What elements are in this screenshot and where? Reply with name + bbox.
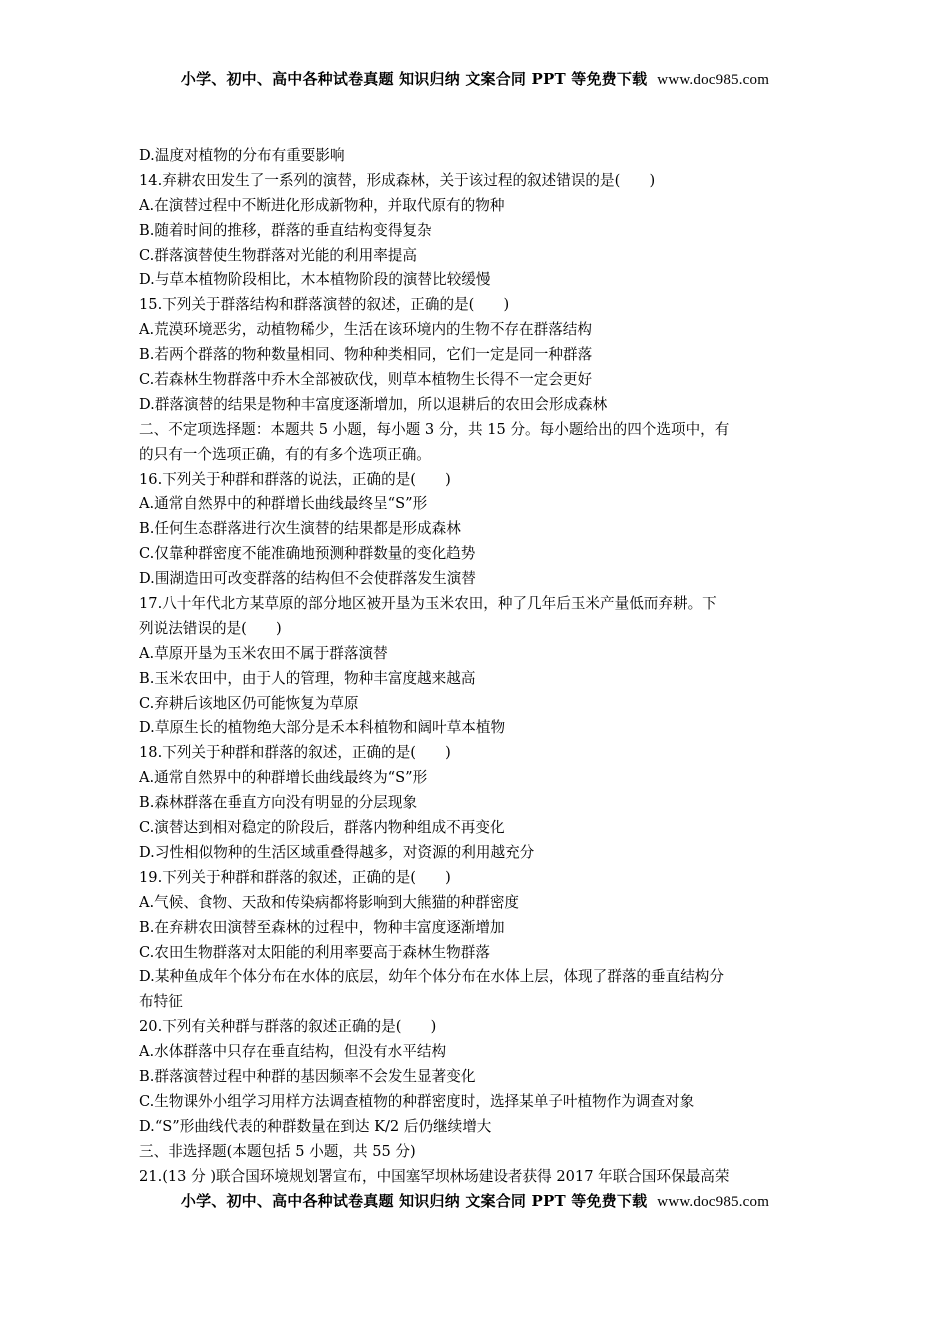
- text-line: 21.(13 分 )联合国环境规划署宣布，中国塞罕坝林场建设者获得 2017 年联合国环保最高荣: [139, 1167, 730, 1185]
- text-line: D.围湖造田可改变群落的结构但不会使群落发生演替: [139, 570, 476, 588]
- text-line: 20.下列有关种群与群落的叙述正确的是( ): [139, 1018, 437, 1036]
- text-line: B.随着时间的推移，群落的垂直结构变得复杂: [139, 221, 432, 239]
- text-line: B.森林群落在垂直方向没有明显的分层现象: [139, 794, 418, 812]
- document-body: [139, 144, 829, 1189]
- text-line: B.在弃耕农田演替至森林的过程中，物种丰富度逐渐增加: [139, 918, 505, 936]
- page-footer: [0, 1190, 950, 1211]
- text-line: D.温度对植物的分布有重要影响: [139, 147, 345, 164]
- text-line: 布特征: [139, 993, 183, 1011]
- text-line: D.与草本植物阶段相比，木本植物阶段的演替比较缓慢: [139, 271, 491, 289]
- header-text: 小学、初中、高中各种试卷真题 知识归纳 文案合同 PPT 等免费下载: [180, 70, 648, 88]
- text-line: C.农田生物群落对太阳能的利用率要高于森林生物群落: [139, 943, 490, 961]
- text-line: 15.下列关于群落结构和群落演替的叙述，正确的是( ): [139, 296, 510, 314]
- text-line: 16.下列关于种群和群落的说法，正确的是( ): [139, 470, 451, 488]
- text-line: B.任何生态群落进行次生演替的结果都是形成森林: [139, 520, 461, 538]
- text-line: 二、不定项选择题：本题共 5 小题，每小题 3 分，共 15 分。每小题给出的四个选项中，有: [139, 420, 730, 438]
- footer-text: 小学、初中、高中各种试卷真题 知识归纳 文案合同 PPT 等免费下载: [180, 1192, 648, 1210]
- text-line: C.生物课外小组学习用样方法调查植物的种群密度时，选择某单子叶植物作为调查对象: [139, 1092, 695, 1110]
- text-line: 18.下列关于种群和群落的叙述，正确的是( ): [139, 744, 451, 762]
- footer-url[interactable]: www.doc985.com: [657, 1194, 770, 1210]
- text-line: 列说法错误的是( ): [139, 619, 282, 637]
- text-line: B.若两个群落的物种数量相同、物种种类相同，它们一定是同一种群落: [139, 346, 593, 364]
- text-line: C.群落演替使生物群落对光能的利用率提高: [139, 246, 417, 264]
- text-line: B.群落演替过程中种群的基因频率不会发生显著变化: [139, 1067, 476, 1085]
- text-line: 三、非选择题(本题包括 5 小题，共 55 分): [139, 1142, 416, 1160]
- text-line: 19.下列关于种群和群落的叙述，正确的是( ): [139, 868, 451, 886]
- text-line: C.仅靠种群密度不能准确地预测种群数量的变化趋势: [139, 545, 476, 563]
- text-line: A.通常自然界中的种群增长曲线最终为“S”形: [139, 769, 428, 787]
- text-line: D.草原生长的植物绝大部分是禾本科植物和阔叶草本植物: [139, 719, 506, 737]
- text-line: A.草原开垦为玉米农田不属于群落演替: [139, 644, 388, 662]
- text-line: D.“S”形曲线代表的种群数量在到达 K/2 后仍继续增大: [139, 1117, 492, 1135]
- text-line: D.群落演替的结果是物种丰富度逐渐增加，所以退耕后的农田会形成森林: [139, 395, 608, 413]
- text-line: 14.弃耕农田发生了一系列的演替，形成森林，关于该过程的叙述错误的是( ): [139, 171, 656, 189]
- text-line: 17.八十年代北方某草原的部分地区被开垦为玉米农田，种了几年后玉米产量低而弃耕。下: [139, 595, 717, 613]
- text-line: D.习性相似物种的生活区域重叠得越多，对资源的利用越充分: [139, 843, 535, 861]
- page-header: [0, 68, 950, 89]
- text-line: C.演替达到相对稳定的阶段后，群落内物种组成不再变化: [139, 819, 505, 837]
- header-url[interactable]: www.doc985.com: [657, 72, 770, 88]
- text-line: D.某种鱼成年个体分布在水体的底层，幼年个体分布在水体上层，体现了群落的垂直结构分: [139, 968, 724, 986]
- text-line: A.荒漠环境恶劣，动植物稀少，生活在该环境内的生物不存在群落结构: [139, 321, 592, 339]
- text-line: B.玉米农田中，由于人的管理，物种丰富度越来越高: [139, 669, 476, 687]
- text-line: A.水体群落中只存在垂直结构，但没有水平结构: [139, 1043, 447, 1061]
- text-line: A.在演替过程中不断进化形成新物种，并取代原有的物种: [139, 196, 505, 214]
- text-line: 的只有一个选项正确，有的有多个选项正确。: [139, 445, 431, 463]
- text-line: A.通常自然界中的种群增长曲线最终呈“S”形: [139, 495, 428, 513]
- text-line: C.弃耕后该地区仍可能恢复为草原: [139, 694, 359, 712]
- text-line: C.若森林生物群落中乔木全部被砍伐，则草本植物生长得不一定会更好: [139, 371, 593, 389]
- text-line: A.气候、食物、天敌和传染病都将影响到大熊猫的种群密度: [139, 893, 520, 911]
